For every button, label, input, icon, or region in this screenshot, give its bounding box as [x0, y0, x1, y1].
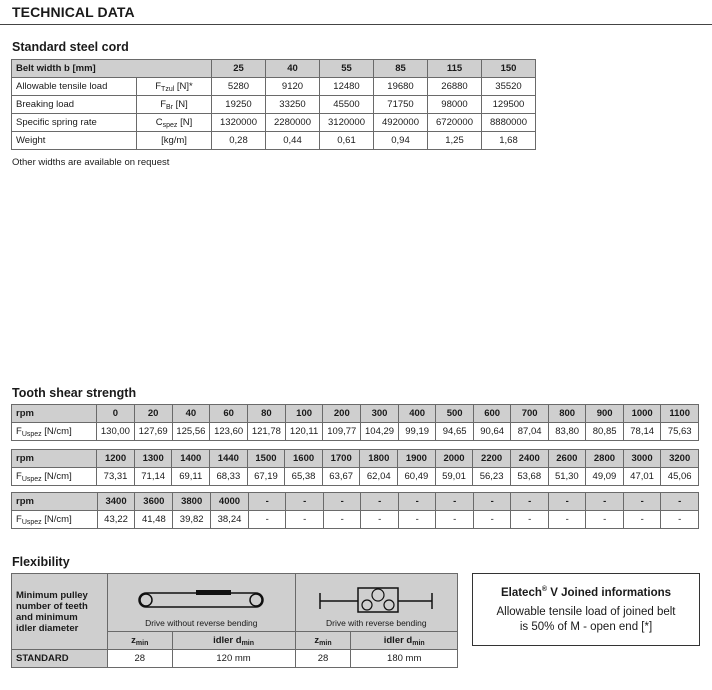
rpm-value: 800	[548, 405, 586, 423]
force-value: 41,48	[135, 511, 173, 529]
shear-table-block	[11, 449, 699, 486]
standard-label: STANDARD	[12, 650, 108, 668]
row-symbol: $F_{Br}$ [N]	[137, 96, 212, 114]
rpm-value: 3400	[97, 493, 135, 511]
force-value: 78,14	[623, 423, 661, 441]
rpm-value: -	[548, 493, 586, 511]
rpm-value: -	[623, 493, 661, 511]
cell-value: 4920000	[374, 114, 428, 132]
cell-value: 35520	[482, 78, 536, 96]
steel-cord-title: Standard steel cord	[12, 40, 129, 54]
force-value: 87,04	[511, 423, 549, 441]
force-value: -	[548, 511, 586, 529]
cell-value: 1,25	[428, 132, 482, 150]
title-divider	[0, 24, 712, 25]
force-value: 80,85	[586, 423, 624, 441]
rpm-value: 3800	[173, 493, 211, 511]
cell-value: 33250	[266, 96, 320, 114]
rpm-value: 500	[436, 405, 474, 423]
rpm-row	[12, 493, 699, 511]
force-value: 90,64	[473, 423, 511, 441]
idler-min-header: idler $d_{min}$	[172, 632, 295, 650]
rpm-value: 2800	[586, 450, 624, 468]
force-value: 127,69	[134, 423, 172, 441]
force-value: -	[398, 511, 436, 529]
width-header: 25	[212, 60, 266, 78]
flexibility-table	[11, 573, 458, 668]
force-value: 99,19	[398, 423, 436, 441]
rpm-row	[12, 450, 699, 468]
force-value: 121,78	[248, 423, 286, 441]
cell-value: 98000	[428, 96, 482, 114]
rpm-value: 1000	[623, 405, 661, 423]
force-value: 59,01	[435, 468, 473, 486]
cell-value: 3120000	[320, 114, 374, 132]
cell-value: 0,44	[266, 132, 320, 150]
rpm-value: 1100	[661, 405, 699, 423]
cell-value: 45500	[320, 96, 374, 114]
cell-value: 0,61	[320, 132, 374, 150]
rpm-value: 300	[361, 405, 399, 423]
rpm-value: 2400	[510, 450, 548, 468]
idler-min-header: idler $d_{min}$	[351, 632, 458, 650]
rpm-value: -	[323, 493, 361, 511]
force-value: 56,23	[473, 468, 511, 486]
force-value: 123,60	[210, 423, 248, 441]
rpm-value: 4000	[211, 493, 249, 511]
force-label: $F_{Uspez}$ [N/cm]	[12, 423, 97, 441]
row-label: Allowable tensile load	[12, 78, 137, 96]
force-value: 130,00	[97, 423, 135, 441]
force-value: 51,30	[548, 468, 586, 486]
force-label: $F_{Uspez}$ [N/cm]	[12, 468, 97, 486]
cell-value: 26880	[428, 78, 482, 96]
rpm-value: 20	[134, 405, 172, 423]
row-label: Specific spring rate	[12, 114, 137, 132]
cell-value: 71750	[374, 96, 428, 114]
force-value: 45,06	[661, 468, 699, 486]
rpm-value: 100	[285, 405, 323, 423]
rpm-value: 1600	[285, 450, 323, 468]
rpm-value: 3600	[135, 493, 173, 511]
page-title: TECHNICAL DATA	[12, 4, 135, 20]
force-value: 68,33	[210, 468, 248, 486]
force-value: 94,65	[436, 423, 474, 441]
rpm-value: -	[398, 493, 436, 511]
width-header: 40	[266, 60, 320, 78]
rpm-value: 1900	[398, 450, 436, 468]
width-header: 150	[482, 60, 536, 78]
rpm-value: -	[661, 493, 699, 511]
force-value: 104,29	[361, 423, 399, 441]
rpm-label: rpm	[12, 493, 98, 511]
force-row	[12, 468, 699, 486]
rpm-value: -	[511, 493, 549, 511]
z-min-header: $z_{min}$	[295, 632, 351, 650]
steel-row-tensile	[12, 78, 536, 96]
idler-min-value: 180 mm	[351, 650, 458, 668]
rpm-value: 1500	[247, 450, 285, 468]
rpm-value: 200	[323, 405, 361, 423]
joined-info-title: Elatech® V Joined informations	[500, 586, 672, 599]
force-value: 63,67	[322, 468, 360, 486]
force-value: 62,04	[360, 468, 398, 486]
force-value: 39,82	[173, 511, 211, 529]
force-value: 69,11	[172, 468, 210, 486]
force-value: 71,14	[134, 468, 172, 486]
drive-with-reverse-figure	[295, 574, 457, 632]
rpm-value: 1300	[134, 450, 172, 468]
belt-drive-icon	[131, 585, 271, 615]
force-value: -	[511, 511, 549, 529]
force-value: 53,68	[510, 468, 548, 486]
force-value: -	[248, 511, 286, 529]
cell-value: 0,94	[374, 132, 428, 150]
rpm-value: 1440	[210, 450, 248, 468]
cell-value: 1,68	[482, 132, 536, 150]
force-value: 125,56	[172, 423, 210, 441]
force-value: -	[286, 511, 324, 529]
force-row	[12, 423, 699, 441]
cell-value: 2280000	[266, 114, 320, 132]
steel-header-row	[12, 60, 536, 78]
rpm-value: 2600	[548, 450, 586, 468]
force-value: -	[436, 511, 474, 529]
tooth-shear-title: Tooth shear strength	[12, 386, 137, 400]
z-min-value: 28	[108, 650, 173, 668]
rpm-value: 60	[210, 405, 248, 423]
steel-row-weight	[12, 132, 536, 150]
rpm-value: -	[586, 493, 624, 511]
rpm-value: 0	[97, 405, 135, 423]
force-value: -	[473, 511, 511, 529]
drive-with-reverse-caption: Drive with reverse bending	[325, 618, 427, 628]
cell-value: 129500	[482, 96, 536, 114]
rpm-value: 1700	[322, 450, 360, 468]
force-value: 109,77	[323, 423, 361, 441]
cell-value: 0,28	[212, 132, 266, 150]
cell-value: 6720000	[428, 114, 482, 132]
rpm-value: 400	[398, 405, 436, 423]
rpm-label: rpm	[12, 450, 97, 468]
width-header: 55	[320, 60, 374, 78]
shear-table-block	[11, 492, 699, 529]
force-value: 67,19	[247, 468, 285, 486]
force-value: -	[323, 511, 361, 529]
rpm-value: -	[248, 493, 286, 511]
rpm-value: -	[473, 493, 511, 511]
rpm-value: -	[436, 493, 474, 511]
rpm-label: rpm	[12, 405, 97, 423]
force-value: -	[623, 511, 661, 529]
shear-table-block	[11, 404, 699, 441]
force-value: 43,22	[97, 511, 135, 529]
rpm-value: 3200	[661, 450, 699, 468]
widths-note: Other widths are available on request	[12, 157, 170, 168]
rpm-value: 3000	[623, 450, 661, 468]
force-value: 73,31	[97, 468, 135, 486]
row-symbol: $C_{spez}$ [N]	[137, 114, 212, 132]
steel-row-breaking	[12, 96, 536, 114]
rpm-value: 900	[586, 405, 624, 423]
cell-value: 19250	[212, 96, 266, 114]
joined-info-box	[472, 573, 700, 646]
force-value: 49,09	[586, 468, 624, 486]
row-unit: [kg/m]	[137, 132, 212, 150]
rpm-value: 1200	[97, 450, 135, 468]
rpm-value: 2200	[473, 450, 511, 468]
cell-value: 8880000	[482, 114, 536, 132]
force-value: 60,49	[398, 468, 436, 486]
rpm-value: 80	[248, 405, 286, 423]
cell-value: 19680	[374, 78, 428, 96]
rpm-value: 700	[511, 405, 549, 423]
drive-without-reverse-figure	[108, 574, 296, 632]
rpm-value: 1400	[172, 450, 210, 468]
rpm-value: -	[286, 493, 324, 511]
z-min-header: $z_{min}$	[108, 632, 173, 650]
rpm-row	[12, 405, 699, 423]
force-value: 47,01	[623, 468, 661, 486]
flex-label-cell: Minimum pulley number of teeth and minimum idler diameter	[12, 574, 108, 650]
idler-min-value: 120 mm	[172, 650, 295, 668]
reverse-bending-drive-icon	[316, 583, 436, 615]
z-min-value: 28	[295, 650, 351, 668]
force-value: -	[661, 511, 699, 529]
joined-info-text: Allowable tensile load of joined belt is 50% of M - open end [*]	[496, 605, 676, 633]
force-value: -	[586, 511, 624, 529]
force-value: 120,11	[285, 423, 323, 441]
rpm-value: 600	[473, 405, 511, 423]
force-value: 83,80	[548, 423, 586, 441]
belt-width-label: Belt width b [mm]	[12, 60, 212, 78]
rpm-value: 2000	[435, 450, 473, 468]
steel-cord-table	[11, 59, 536, 150]
force-label: $F_{Uspez}$ [N/cm]	[12, 511, 98, 529]
force-value: -	[361, 511, 399, 529]
width-header: 85	[374, 60, 428, 78]
force-value: 75,63	[661, 423, 699, 441]
row-symbol: $F_{Tzul}$ [N]*	[137, 78, 212, 96]
rpm-value: 1800	[360, 450, 398, 468]
cell-value: 9120	[266, 78, 320, 96]
steel-row-spring	[12, 114, 536, 132]
rpm-value: 40	[172, 405, 210, 423]
cell-value: 12480	[320, 78, 374, 96]
rpm-value: -	[361, 493, 399, 511]
row-label: Breaking load	[12, 96, 137, 114]
flexibility-title: Flexibility	[12, 555, 70, 569]
force-row	[12, 511, 699, 529]
force-value: 65,38	[285, 468, 323, 486]
cell-value: 1320000	[212, 114, 266, 132]
force-value: 38,24	[211, 511, 249, 529]
cell-value: 5280	[212, 78, 266, 96]
row-label: Weight	[12, 132, 137, 150]
width-header: 115	[428, 60, 482, 78]
drive-without-reverse-caption: Drive without reverse bending	[145, 618, 258, 628]
